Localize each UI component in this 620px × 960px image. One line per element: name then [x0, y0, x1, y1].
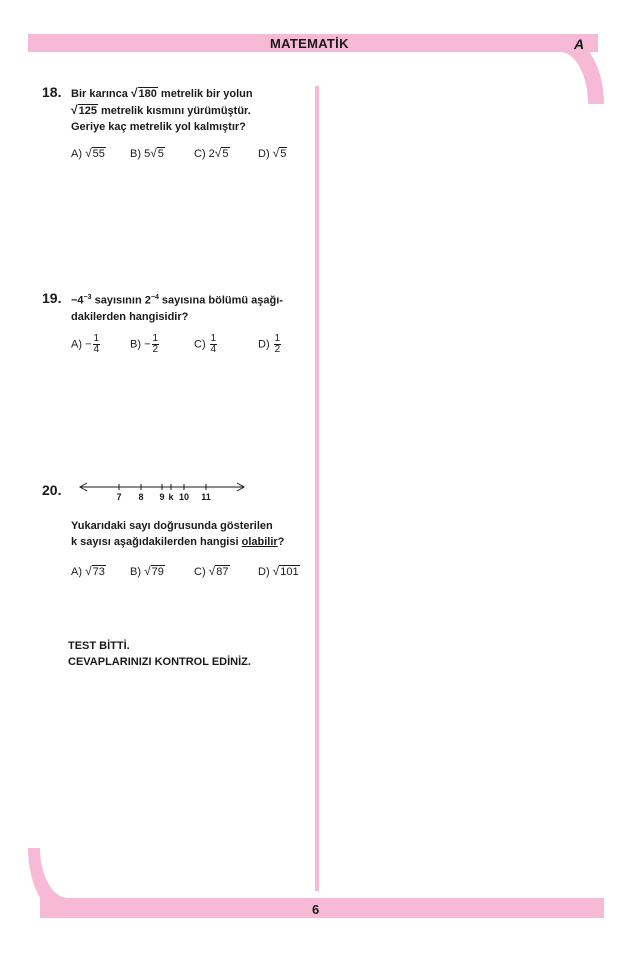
- question-19-option-b[interactable]: B) − $\frac{1}{2}$: [130, 333, 159, 355]
- booklet-letter: A: [574, 36, 585, 52]
- question-18-number: 18.: [42, 84, 62, 100]
- column-divider: [315, 86, 319, 891]
- number-line-label-9: 9: [159, 492, 165, 502]
- footer-bar: [40, 898, 604, 918]
- number-line: [75, 478, 250, 502]
- question-20-option-a[interactable]: A) √73: [71, 564, 105, 578]
- question-20-text: [71, 518, 284, 550]
- page-number: 6: [312, 902, 320, 917]
- question-18-option-a[interactable]: A) √55: [71, 146, 105, 160]
- question-18-line-1: Bir karınca √180 metrelik bir yolun: [71, 86, 253, 100]
- end-line-2: CEVAPLARINIZI KONTROL EDİNİZ.: [68, 656, 251, 668]
- end-line-1: TEST BİTTİ.: [68, 640, 130, 652]
- question-19-option-c[interactable]: C) $\frac{1}{4}$: [194, 333, 217, 355]
- question-19-line-2: dakilerden hangisidir?: [71, 310, 189, 323]
- question-18-text: [71, 85, 253, 135]
- question-20-number: 20.: [42, 482, 62, 498]
- question-18-option-d[interactable]: D) √5: [258, 146, 287, 160]
- question-19-option-a[interactable]: A) − $\frac{1}{4}$: [71, 333, 100, 355]
- question-20-line-1: Yukarıdaki sayı doğrusunda gösterilen: [71, 520, 273, 532]
- question-20-line-2: k sayısı aşağıdakilerden hangisi olabilir?: [71, 536, 285, 548]
- number-line-label-7: 7: [116, 492, 122, 502]
- number-line-label-8: 8: [138, 492, 144, 502]
- question-20-option-b[interactable]: B) √79: [130, 564, 164, 578]
- question-19-text: [71, 290, 283, 325]
- number-line-label-k: k: [168, 492, 174, 502]
- question-18-line-2: √125 metrelik kısmını yürümüştür.: [71, 103, 251, 117]
- question-18-option-b[interactable]: B) 5√5: [130, 146, 164, 160]
- number-line-label-10: 10: [178, 492, 190, 502]
- end-of-test-message: [68, 638, 251, 670]
- question-19-option-d[interactable]: D) $\frac{1}{2}$: [258, 333, 281, 355]
- question-18-line-3: Geriye kaç metrelik yol kalmıştır?: [71, 121, 246, 133]
- question-18-option-c[interactable]: C) 2√5: [194, 146, 229, 160]
- question-20-option-d[interactable]: D) √101: [258, 564, 299, 578]
- question-19-line-1: $-4^{-3}$ sayısının $2^{-4}$ sayısına bölümü aşağı-: [71, 294, 283, 307]
- question-19-number: 19.: [42, 290, 62, 306]
- subject-title: MATEMATİK: [270, 36, 349, 51]
- number-line-label-11: 11: [201, 492, 211, 502]
- question-20-option-c[interactable]: C) √87: [194, 564, 229, 578]
